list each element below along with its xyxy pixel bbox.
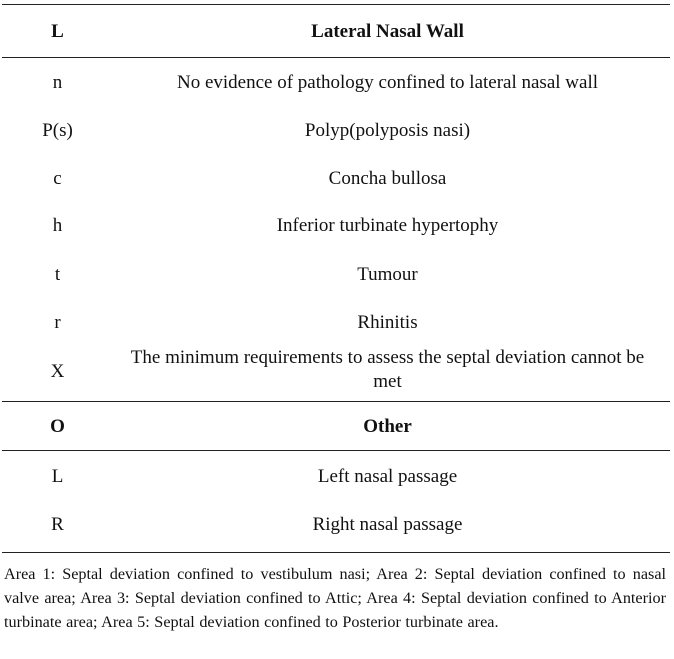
table-row-description: Left nasal passage [317, 466, 458, 487]
table-row-code: h [52, 215, 63, 236]
table-row-description: Polyp(polyposis nasi) [304, 120, 471, 141]
table-row-code: P(s) [42, 120, 73, 141]
table-row-description: Inferior turbinate hypertophy [276, 215, 499, 236]
section-lateral-rule [2, 57, 670, 58]
table-row-description: Rhinitis [357, 312, 418, 333]
table-row-code: n [52, 72, 63, 93]
table-row-code: c [53, 168, 62, 189]
section-other-divider [2, 450, 670, 451]
section-other-code: O [50, 416, 65, 437]
table-row-code: t [54, 264, 61, 285]
table-row-code: r [54, 312, 61, 333]
table-row-code: L [51, 466, 64, 487]
table-row-description: Right nasal passage [312, 514, 463, 535]
section-lateral-title: Lateral Nasal Wall [311, 21, 464, 42]
table-row-code: X [50, 361, 65, 382]
table-row-description: Concha bullosa [328, 168, 447, 189]
table-row-code: R [51, 514, 64, 535]
table-row-description: Tumour [357, 264, 418, 285]
section-other-rule [2, 401, 670, 402]
table-footnote: Area 1: Septal deviation confined to vestibulum nasi; Area 2: Septal deviation confined to nasal valve area; Area 3: Septal deviation confined to Attic; Area 4: Septal deviation confined to Anterior turbinate area; Area 5: Septal deviation confined to Posterior turbinate area. [4, 565, 666, 631]
table-top-rule [2, 4, 670, 5]
table-row-description: The minimum requirements to assess the septal deviation cannot be met [130, 347, 645, 392]
section-other-title: Other [363, 416, 412, 437]
table-bottom-rule [2, 552, 670, 553]
table-row-description: No evidence of pathology confined to lateral nasal wall [176, 72, 598, 93]
section-lateral-code: L [51, 21, 64, 42]
